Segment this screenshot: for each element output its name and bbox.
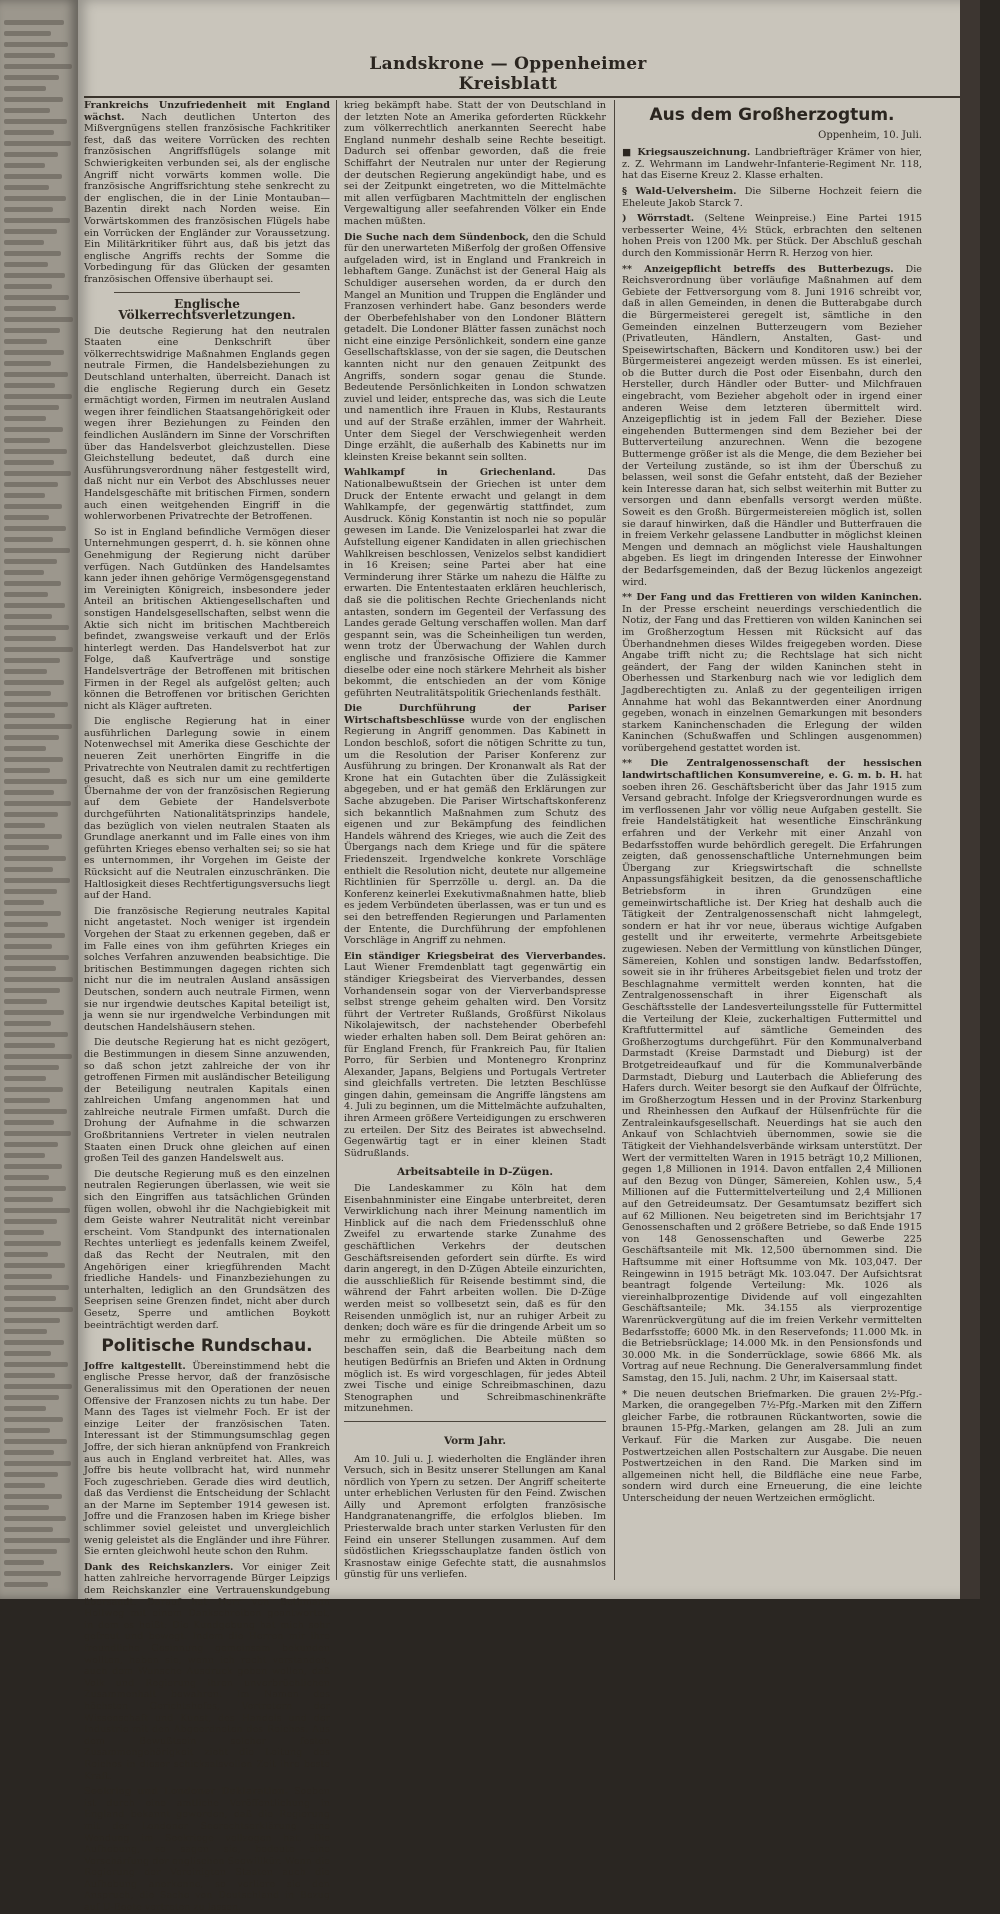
article	[622, 213, 922, 259]
prev-page-text-line	[4, 108, 50, 113]
prev-page-text-line	[4, 1527, 53, 1532]
prev-page-text-line	[4, 20, 64, 25]
column-2	[344, 100, 606, 1580]
prev-page-text-line	[4, 702, 68, 707]
prev-page-text-line	[4, 1351, 51, 1356]
prev-page-text-line	[4, 229, 57, 234]
prev-page-text-line	[4, 999, 47, 1004]
prev-page-text-line	[4, 394, 72, 399]
prev-page-text-line	[4, 284, 52, 289]
prev-page-text-line	[4, 691, 51, 696]
prev-page-text-line	[4, 636, 56, 641]
prev-page-text-line	[4, 900, 44, 905]
article-text: Laut Wiener Fremdenblatt tagt gegenwärtig ein ständiger Kriegsbeirat des Vierverbandes, dessen Vorhandensein sogar von der Vierverbandspresse selbst strenge geheim gehalten wird. Den Vorsitz führt der Vertreter Rußlands, Großfürst Nikolaus Nikolajewitsch, der nachstehender Oberbefehl wieder erhalten haben soll. Dem Beirat gehören an: für England French, für Frankreich Pau, für Italien Porro, für Serbien und Montenegro Kronprinz Alexander, Japans, Belgiens und Portugals Vertreter sind gleichfalls vertreten. Die letzten Beschlüsse gingen dahin, gemeinsam die Angriffe längstens am 4. Juli zu beginnen, um die Mittelmächte aufzuhalten, ihren Armeen größere Verteidigungen zu erschweren zu erteilen. Der Sitz des Beirates ist abwechselnd. Gegenwärtig tagt er in einer kleinen Stadt Südrußlands.	[344, 962, 607, 1159]
previous-page-edge	[0, 0, 78, 1599]
prev-page-text-line	[4, 757, 63, 762]
prev-page-text-line	[4, 1439, 67, 1444]
article-keyword: ** Die Zentralgenossenschaft der hessischen landwirtschaftlichen Konsumvereine, e. G. m. b. H.	[622, 758, 922, 782]
prev-page-text-line	[4, 1175, 49, 1180]
prev-page-text-line	[4, 515, 49, 520]
prev-page-text-line	[4, 427, 63, 432]
prev-page-text-line	[4, 669, 47, 674]
separator	[114, 292, 300, 293]
prev-page-text-line	[4, 152, 58, 157]
article-keyword: ■ Kriegsauszeichnung.	[622, 147, 751, 159]
prev-page-text-line	[4, 493, 45, 498]
prev-page-text-line	[4, 1197, 53, 1202]
paragraph: Die französische Regierung neutrales Kapital nicht angetastet. Noch weniger ist irgendein Vorgehen der Staat zu erkennen gegeben, daß er im Falle eines von ihm geführten Krieges ein solches Verfahren anzuwenden beabsichtige. Die britischen Bestimmungen dagegen richten sich nicht nur die im neutralen Ausland ansässigen Deutschen, sondern auch neutrale Firmen, wenn sie nur irgendwie deutsches Kapital beteiligt ist, ja wenn sie nur irgendwelche Verbindungen mit deutschen Handelshäusern stehen.	[84, 905, 330, 1033]
prev-page-text-line	[4, 196, 66, 201]
prev-page-text-line	[4, 1252, 48, 1257]
prev-page-text-line	[4, 977, 73, 982]
prev-page-text-line	[4, 1384, 72, 1389]
article-keyword: Joffre kaltgestellt.	[84, 1360, 186, 1372]
prev-page-text-line	[4, 1417, 63, 1422]
article-keyword: ** Der Fang und das Frettieren von wilden Kaninchen.	[622, 592, 922, 604]
article	[84, 1361, 330, 1558]
masthead: Landskrone — Oppenheimer Kreisblatt	[369, 54, 647, 94]
article-text: Das Nationalbewußtsein der Griechen ist unter dem Druck der Entente erwacht und gelangt in dem Wahlkampfe, der gegenwärtig stattfindet, zum Ausdruck. König Konstantin ist noch nie so populär gewesen im Lande. Die Venizelosparlei hat zwar die Aufstellung eigener Kandidaten in allen griechischen Wahlkreisen beschlossen, Venizelos selbst kandidiert in 16 Kreisen; seine Partei aber hat eine Verminderung ihrer Stärke um nahezu die Hälfte zu erwarten. Die Ententestaaten erklären heuchlerisch, daß sie die politischen Rechte Griechenlands nicht antasten, sondern im Gegenteil der Verfassung des Landes gerade Geltung verschaffen wollen. Man darf gespannt sein, was die Scheinheiligen tun werden, wenn trotz der Überwachung der Wahlen durch englische und französische Offiziere die Kammer dieselbe oder eine noch stärkere Mehrheit als bisher bekommt, die entschieden an der vom Könige geführten Neutralitätspolitik Griechenlands festhält.	[344, 467, 606, 699]
prev-page-text-line	[4, 141, 71, 146]
article-text: (Seltene Weinpreise.) Eine Partei 1915 verbesserter Weine, 4½ Stück, erbrachten den seltenen hohen Preis von 1200 Mk. per Stück. Der Abschluß geschah durch den Kommissionär Herrn R. Herzog von hier.	[622, 213, 922, 259]
prev-page-text-line	[4, 1318, 60, 1323]
article-text: Nach deutlichen Unterton des Mißvergnügens stellen französische Fachkritiker fest, daß das weitere Vorrücken des rechten französischen Angriffsflügels solange mit Schwierigkeiten verbunden sei, als der englische Angriff nicht vorwärts kommen wolle. Die französische Angriffsrichtung stehe senkrecht zu der englischen, die in der Linie Montauban—Bazentin direkt nach Norden weise. Ein Vorwärtskommen des französischen Flügels habe ein Vorrücken der Engländer zur Voraussetzung. Ein Militärkritiker führt aus, daß bis jetzt das englische Angriffs rechts der Somme die Vorbedingung für das Glücken der gesamten französischen Offensive überhaupt sei.	[84, 111, 330, 285]
article	[344, 703, 606, 946]
column-rule	[614, 100, 615, 1580]
dateline: Oppenheim, 10. Juli.	[818, 129, 922, 141]
prev-page-text-line	[4, 1450, 54, 1455]
prev-page-text-line	[4, 647, 73, 652]
article-keyword: Ein ständiger Kriegsbeirat des Vierverbandes.	[344, 950, 606, 962]
article	[622, 592, 922, 754]
article	[622, 147, 922, 182]
prev-page-text-line	[4, 724, 72, 729]
newspaper-page	[78, 0, 980, 1914]
prev-page-text-line	[4, 1219, 57, 1224]
prev-page-text-line	[4, 42, 68, 47]
article-text: den die Schuld für den unerwarteten Mißerfolg der großen Offensive aufgeladen wird, ist in England und Frankreich in lebhaftem Gange. Zunächst ist der General Haig als Schuldiger ausersehen worden, da er durch den Mangel an Munition und Truppen die Engländer und Franzosen verhindert habe. Ganz besonders werde der Oberbefehlshaber von den Londoner Blättern getadelt. Die Londoner Blätter fassen zunächst noch nicht eine einzige Persönlichkeit, sondern eine ganze Gesellschaftsklasse, von der sie sagen, die Deutschen kannten nicht nur den genauen Zeitpunkt des Angriffs, sondern sogar genau die Stunde. Bedeutende Persönlichkeiten in London schwatzen zuviel und leider, entspreche das, was sich die Leute und namentlich ihre Frauen in Klubs, Restaurants und auf der Straße erzählen, immer der Wahrheit. Unter dem Siegel der Verschwiegenheit werden Dinge erzählt, die außerhalb des Kabinetts nur im kleinsten Kreise bekannt sein sollten.	[344, 231, 606, 463]
prev-page-text-line	[4, 350, 64, 355]
prev-page-text-line	[4, 592, 48, 597]
paragraph: Die deutsche Regierung hat es nicht gezögert, die Bestimmungen in diesem Sinne anzuwenden, so daß schon jetzt zahlreiche der von ihr getroffenen Firmen mit ausländischer Beteiligung der Beteiligung neutralen Kapitals einen zahlreichen Umfang angenommen hat und zahlreiche neutrale Firmen umfaßt. Durch die Drohung der Aufnahme in die schwarzen Großbritanniens Vertreter in vielen neutralen Staaten einen Druck ohne gleichen auf einen großen Teil des ganzen Handelswelt aus.	[84, 1037, 330, 1165]
vorm-jahr-box	[344, 1421, 606, 1581]
prev-page-text-line	[4, 405, 59, 410]
prev-page-text-line	[4, 1461, 71, 1466]
prev-page-text-line	[4, 119, 67, 124]
prev-page-text-line	[4, 1494, 62, 1499]
prev-page-text-line	[4, 218, 70, 223]
prev-page-text-line	[4, 306, 56, 311]
article	[84, 1786, 330, 1914]
article-text: Die Reichsverordnung über vorläufige Maßnahmen auf dem Gebiete der Fettversorgung vom 8. Juni 1916 schreibt vor, daß in allen Gemeinden, in denen die Butterabgabe durch die Bürgermeisterei geregelt ist, sämtliche in den Gemeinden einzelnen Butterzeugern vom Bezieher (Privatleuten, Händlern, Anstalten, Gast- und Speisewirtschaften, Bäckern und Konditoren usw.) bei der Bürgermeisterei angezeigt werden müssen. Es ist einerlei, ob die Butter durch die Post oder Eisenbahn, durch den Hersteller, durch Händler oder Butter- und Milchfrauen eingebracht, vom Bezieher abgeholt oder in irgend einer anderen Weise dem letzteren übermittelt wird. Anzeigepflichtig ist in jedem Fall der Bezieher. Diese eingehenden Buttermengen sind dem Bezieher bei der Butterverteilung anzurechnen. Wenn die bezogene Buttermenge größer ist als die Menge, die dem Bezieher bei der Verteilung zustände, so ist ihm der Überschuß zu belassen, weil sonst die Gefahr entsteht, daß der Bezieher kein Interesse daran hat, sich selbst weiterhin mit Butter zu versorgen und dann ebenfalls versorgt werden müßte. Soweit es den Großh. Bürgermeistereien möglich ist, sollen sie darauf hinwirken, daß die Händler und Butterfrauen die in freiem Verkehr gelassene Landbutter in möglichst kleinen Mengen und demnach an möglichst viele Haushaltungen abgeben. Es liegt im dringenden Interesse der Einwohner der Bedarfsgemeinden, daß der Bezug lückenlos angezeigt wird.	[622, 263, 922, 588]
prev-page-text-line	[4, 97, 63, 102]
article-keyword: Seekrieg und Londoner Deklaration.	[84, 1786, 289, 1798]
prev-page-text-line	[4, 460, 54, 465]
prev-page-text-line	[4, 625, 69, 630]
prev-page-text-line	[4, 273, 65, 278]
article	[622, 264, 922, 589]
paragraph: Die deutsche Regierung muß es den einzelnen neutralen Regierungen überlassen, wie weit sie sich den Eingriffen aus tatsächlichen Gründen fügen wollen, obwohl ihr die Nachgiebigkeit mit dem Geiste wahrer Neutralität nicht vereinbar erscheint. Vom Standpunkt des internationalen Rechtes unterliegt es jedenfalls keinem Zweifel, daß das Recht der Neutralen, mit den Angehörigen einer kriegführenden Macht friedliche Handels- und Finanzbeziehungen zu unterhalten, lediglich an den Grundsätzen des Seeprisen seine Grenzen findet, nicht aber durch Gesetz, Sperre und amtlichen Boykott beeinträchtigt werden darf.	[84, 1168, 330, 1331]
article	[344, 232, 606, 464]
prev-page-text-line	[4, 922, 48, 927]
prev-page-text-line	[4, 64, 72, 69]
article-text: Vor einiger Zeit hatten zahlreiche hervorragende Bürger Leipzigs dem Reichskanzler eine Vertrauenskundgebung übersandt. Darauf hat Herr von Bethmann Hollweg mit einem Dankschreiben geantwortet, in dem es heißt: Die Kundgebung hat mich sehr gefreut und bewegt. Indem die Herren mir ihre freundliche Gesinnung gemeinsam bekunden wollten, haben sie, wenn ich recht verstanden, auch dem Wunsche Ausdruck geben wollen, daß Volk und Regierung ihren unverbrüchlichen Zusammenhalt bewahren. Im Namen des höchsten Gerichtshofes, Vertretern der Wissenschaft und Kunst, des Handels und der Industrie mit den Abgeordneten des Reiches. Aus dem Bewußtsein solcher festen Zusammengehörigkeit zieht die Leitung des Reiches in dieser schicksalsvollen Zeit ihre beste Kraft.	[84, 1561, 330, 1782]
prev-page-text-line	[4, 1065, 59, 1070]
prev-page-text-line	[4, 1505, 49, 1510]
article-text: In der Presse erscheint neuerdings verschiedentlich die Notiz, der Fang und das Frettieren von wilden Kaninchen sei im Großherzogtum Hessen mit Rücksicht auf das Überhandnehmen dieses Wildes freigegeben worden. Diese Angabe trifft nicht zu; die Rechtslage hat sich nicht geändert, der Fang der wilden Kaninchen steht in Oberhessen und Starkenburg nach wie vor lediglich dem Jagdberechtigten zu. Anlaß zu der gegenteiligen irrigen Annahme hat wohl das Bekanntwerden einer Anordnung gegeben, wonach in einzelnen Gemarkungen mit besonders starkem Kaninchenschaden die Erlegung der wilden Kaninchen (Schußwaffen und Schlingen ausgenommen) vorübergehend gestattet worden ist.	[622, 603, 922, 754]
article-frankreich	[84, 100, 330, 286]
prev-page-text-line	[4, 174, 62, 179]
prev-page-text-line	[4, 471, 71, 476]
prev-page-text-line	[4, 1373, 55, 1378]
prev-page-text-line	[4, 944, 52, 949]
prev-page-text-line	[4, 548, 70, 553]
prev-page-text-line	[4, 614, 52, 619]
prev-page-text-line	[4, 1274, 52, 1279]
prev-page-text-line	[4, 812, 58, 817]
article	[344, 951, 606, 1160]
prev-page-text-line	[4, 1362, 68, 1367]
prev-page-text-line	[4, 834, 62, 839]
masthead-rule	[84, 96, 968, 98]
prev-page-text-line	[4, 1406, 46, 1411]
prev-page-text-line	[4, 779, 67, 784]
prev-page-text-line	[4, 1076, 46, 1081]
prev-page-text-line	[4, 1010, 64, 1015]
prev-page-text-line	[4, 867, 53, 872]
prev-page-text-line	[4, 1549, 57, 1554]
prev-page-text-line	[4, 955, 69, 960]
section-heading-politische: Politische Rundschau.	[101, 1336, 313, 1357]
article-text: Landbriefträger Krämer von hier, z. Z. Wehrmann im Landwehr-Infanterie-Regiment Nr. 118, hat das Eiserne Kreuz 2. Klasse erhalten.	[622, 147, 922, 182]
prev-page-text-line	[4, 504, 62, 509]
prev-page-text-line	[4, 889, 57, 894]
prev-page-text-line	[4, 372, 68, 377]
prev-page-text-line	[4, 1483, 45, 1488]
prev-page-text-line	[4, 1142, 58, 1147]
article-keyword: ) Wörrstadt.	[622, 213, 695, 225]
prev-page-text-line	[4, 878, 70, 883]
prev-page-text-line	[4, 1032, 68, 1037]
prev-page-text-line	[4, 86, 46, 91]
article	[622, 186, 922, 209]
prev-page-text-line	[4, 1186, 66, 1191]
prev-page-text-line	[4, 1428, 50, 1433]
prev-page-text-line	[4, 262, 48, 267]
article-keyword: § Wald-Uelversheim.	[622, 185, 737, 197]
column-3	[622, 100, 922, 1580]
article	[622, 758, 922, 1384]
prev-page-text-line	[4, 1241, 61, 1246]
article-keyword: Dank des Reichskanzlers.	[84, 1561, 234, 1573]
prev-page-text-line	[4, 1560, 44, 1565]
prev-page-text-line	[4, 1208, 70, 1213]
paragraph: Die deutsche Regierung hat den neutralen Staaten eine Denkschrift über völkerrechtswidrige Maßnahmen Englands gegen neutrale Firmen, die Handelsbeziehungen zu Deutschland unterhalten, überreicht. Danach ist die englische Regierung durch ein Gesetz ermächtigt worden, Firmen im neutralen Ausland wegen ihrer feindlichen Staatsangehörigkeit oder wegen ihrer Beziehungen zu Feinden den feindlichen Ausländern im Sinne der Vorschriften über das Handelsverbot gleichzustellen. Diese Gleichstellung bedeutet, daß durch eine Ausführungsverordnung näher festgestellt wird, daß nicht nur ein Verbot des Abschlusses neuer Handelsgeschäfte mit britischen Firmen, sondern auch einen weitgehenden Eingriff in die wohlerworbenen Privatrechte der Betroffenen.	[84, 325, 330, 523]
article	[344, 467, 606, 699]
prev-page-text-line	[4, 1329, 47, 1334]
article	[622, 1389, 922, 1505]
article-text: hat soeben ihren 26. Geschäftsbericht über das Jahr 1915 zum Versand gebracht. Infolge der Kriegsverordnungen wurde es im verflossenen Jahr vor völlig neue Aufgaben gestellt. Sie freie Handelstätigkeit hat wesentliche Einschränkung erfahren und der Verkehr mit einer Anzahl von Bedarfsstoffen wurde behördlich geregelt. Die Erfahrungen zeigten, daß genossenschaftliche Unternehmungen beim Übergang zur Kriegswirtschaft die schnellste Anpassungsfähigkeit besitzen, da die genossenschaftliche Betriebsform in ihren Grundzügen eine gemeinwirtschaftliche ist. Der Krieg hat deshalb auch die Tätigkeit der Zentralgenossenschaft nicht lahmgelegt, sondern er hat ihr vor neue, überaus wichtige Aufgaben gestellt und ihr erweiterte, vermehrte Arbeitsgebiete zugewiesen. Neben der Vermittlung von künstlichen Dünger, Sämereien, Kohlen und sonstigen landw. Bedarfsstoffen, soweit sie in ihr früheres Arbeitsgebiet fielen und trotz der Beschlagnahme vermittelt werden konnten, hat die Zentralgenossenschaft in ihrer Eigenschaft als Geschäftsstelle der Landesverteilungsstelle für Futtermittel die Verteilung der Kleie, zuckerhaltigen Futtermittel und Kraftfuttermittel auf sämtliche Gemeinden des Großherzogtums durchgeführt. Für den Kommunalverband Darmstadt (Kreise Darmstadt und Dieburg) ist der Brotgetreideaufkauf und für die Kommunalverbände Darmstadt, Dieburg und Lauterbach die Ablieferung des Hafers durch. Weiter besorgt sie den Aufkauf der Ölfrüchte, im Großherzogtum Hessen und in der Provinz Starkenburg und Rheinhessen den Aufkauf der Hülsenfrüchte für die Zentraleinkaufsgesellschaft. Neuerdings hat sie auch den Ankauf von Schlachtvieh übernommen, sowie sie die Tätigkeit der Viehhandelsverbände wirksam unterstützt. Der Wert der vermittelten Waren in 1915 beträgt 10,2 Millionen, gegen 1,8 Millionen in 1914. Davon entfallen 2,4 Millionen auf den Bezug von Dünger, Sämereien, Kohlen usw., 5,4 Millionen auf die Futtermittelverteilung und 2,4 Millionen auf den Getreideumsatz. Der Gesamtumsatz beziffert sich auf 62 Millionen. Neu beigetreten sind im Berichtsjahr 17 Genossenschaften und 2 größere Betriebe, so daß Ende 1915 von 148 Genossenschaften und Gewerbe 225 Geschäftsanteile mit Mk. 12,500 übernommen sind. Die Haftsumme mit einer Hoftsumme von Mk. 103,047. Der Reingewinn in 1915 beträgt Mk. 103.047. Der Aufsichtsrat beantragt folgende Verteilung: Mk. 1026 als viereinhalbprozentige Dividende auf voll eingezahlten Geschäftsanteile; Mk. 34.155 als vierprozentige Warenrückvergütung auf die im freien Verkehr vermittelten Bedarfsstoffe; 6000 Mk. in den Reservefonds; 11.000 Mk. in die Betriebsrücklage; 14.000 Mk. in den Pensionsfonds und 30.000 Mk. in die Sonderrücklage, sowie 6866 Mk. als Vortrag auf neue Rechnung. Die Generalversammlung findet Samstag, den 15. Juli, nachm. 2 Uhr, im Kaisersaal statt.	[622, 770, 922, 1384]
article-keyword: Die Suche nach dem Sündenbock,	[344, 231, 529, 243]
article-text: Übereinstimmend hebt die englische Presse hervor, daß der französische Generalissimus mit den Operationen der neuen Offensive der Franzosen nichts zu tun habe. Der Mann des Tages ist vielmehr Foch. Er ist der einzige Leiter der französischen Taten. Interessant ist der Stimmungsumschlag gegen Joffre, der sich hieran anknüpfend von Frankreich aus auch in England verbreitet hat. Alles, was Joffre bis heute vollbracht hat, wird nunmehr Foch zugeschrieben. Gerade dies wird deutlich, daß das Verdienst die Entscheidung der Schlacht an der Marne im September 1914 gewesen ist. Joffre und die Franzosen haben im Kriege bisher schlimmer soviel geleistet und unvergleichlich wenig geleistet als die Engländer und ihre Führer. Sie ernten gleichwohl heute schon den Ruhm.	[84, 1360, 331, 1558]
article-text: Die Silberne Hochzeit feiern die Eheleute Jakob Starck 7.	[622, 185, 922, 209]
prev-page-text-line	[4, 966, 56, 971]
prev-page-text-line	[4, 1087, 63, 1092]
prev-page-text-line	[4, 207, 53, 212]
prev-page-text-line	[4, 1109, 67, 1114]
prev-page-text-line	[4, 856, 66, 861]
prev-page-text-line	[4, 53, 55, 58]
article-text: Die neuen deutschen Briefmarken. Die grauen 2½-Pfg.-Marken, die orangegelben 7½-Pfg.-Marken mit den Ziffern gleicher Farbe, die rotbraunen Rückantworten, sowie die braunen 15-Pfg.-Marken, gelangen am 28. Juli an zum Verkauf. Für die Marken zur Ausgabe. Die neuen Postwertzeichen allen Postschaltern zur Ausgabe. Die neuen Postwertzeichen in den Rand. Die Marken sind im allgemeinen nicht hell, die Bildfläche eine neue Farbe, sondern wird durch eine Erneuerung, die eine leichte Unterscheidung der neuen Wertzeichen ermöglicht.	[622, 1388, 922, 1504]
prev-page-text-line	[4, 251, 61, 256]
prev-page-text-line	[4, 1054, 72, 1059]
prev-page-text-line	[4, 1120, 54, 1125]
prev-page-text-line	[4, 1538, 70, 1543]
prev-page-text-line	[4, 1395, 59, 1400]
prev-page-text-line	[4, 1571, 61, 1576]
prev-page-text-line	[4, 735, 59, 740]
column-rule	[336, 100, 337, 1580]
prev-page-text-line	[4, 1516, 66, 1521]
prev-page-text-line	[4, 383, 55, 388]
article-text: Soeben ist durch eine amtliche Veröffentlichung in England bekannt geworden, daß die Regierung mit der Londoner Seerechtserklärung eine Wendung im Seekriege vollzogen hat. Die Aufhebung, so sagen sie, bedeute eine Verschärfung der englischen Seewillkür. Wenn die Regierung der Vereinigten Staaten auch die Aufhebung anerkenne, so verliere sie den Anspruch, die Sache von Deutschland in Bezug auf U-Boote vertreten zu lassen.	[84, 1786, 330, 1914]
prev-page-text-line	[4, 339, 47, 344]
column-1	[84, 100, 331, 1914]
section-heading-grossherzogtum: Aus dem Großherzogtum.	[649, 105, 895, 125]
paragraph: krieg bekämpft habe. Statt der von Deutschland in der letzten Note an Amerika geforderten Rückkehr zum völkerrechtlich anerkannten Seerecht habe England nunmehr deshalb seine Rechte beseitigt. Dadurch sei offenbar geworden, daß die freie Schiffahrt der Neutralen nur unter der Regierung der deutschen Regierung angekündigt habe, und es sei der Zeitpunkt eingetreten, wo die Mittelmächte mit allen verfügbaren Machtmitteln der englischen Vergewaltigung aller seefahrenden Völker ein Ende machen müßten.	[344, 100, 606, 227]
prev-page-text-line	[4, 1296, 56, 1301]
prev-page-text-line	[4, 845, 49, 850]
sub-heading: Arbeitsabteile in D-Zügen.	[397, 1166, 553, 1179]
paragraph: So ist in England befindliche Vermögen dieser Unternehmungen gesperrt, d. h. sie können ohne Genehmigung der Regierung nicht darüber verfügen. Nach Gutdünken des Handelsamtes kann jeder ihnen gehörige Vermögensgegenstand im Vereinigten Königreich, insbesondere jeder Anteil an britischen Aktiengesellschaften und sonstigen Handelsgesellschaften, selbst wenn die Aktie sich nicht im britischen Machtbereich befindet, zwangsweise verkauft und der Erlös hinterlegt werden. Das Handelsverbot hat zur Folge, daß Kaufverträge und sonstige Handelsverträge der Betroffenen mit britischen Firmen in der Regel als aufgelöst gelten; auch können die Betroffenen vor britischen Gerichten nicht als Kläger auftreten.	[84, 526, 330, 712]
article-keyword: ** Anzeigepflicht betreffs des Butterbezugs.	[622, 263, 894, 275]
prev-page-text-line	[4, 559, 57, 564]
prev-page-text-line	[4, 801, 71, 806]
paragraph: Die Landeskammer zu Köln hat dem Eisenbahnminister eine Eingabe unterbreitet, deren Verwirklichung nach ihrer Meinung namentlich im Hinblick auf die nach dem Friedensschluß ohne Zweifel zu erwartende starke Zunahme des geschäftlichen Verkehrs der deutschen Geschäftsreisenden gefordert sein dürfte. Es wird darin angeregt, in den D-Zügen Abteile einzurichten, die ausschließlich für Reisende bestimmt sind, die während der Fahrt arbeiten wollen. Die D-Züge werden meist so vollbesetzt sein, daß es für den Reisenden unmöglich ist, nur an ruhiger Arbeit zu denken; doch wäre es für die dringende Arbeit um so mehr zu ermöglichen. Die Abteile müßten so beschaffen sein, daß die Bearbeitung nach dem heutigen Bedürfnis an Briefen und Akten in Ordnung möglich ist. Es wird vorgeschlagen, für jedes Abteil zwei Tische und einige Schreibmaschinen, dazu Stenographen und Schreibmaschinenkräfte mitzunehmen.	[344, 1183, 606, 1415]
prev-page-text-line	[4, 570, 44, 575]
prev-page-text-line	[4, 328, 60, 333]
vorm-jahr-heading: Vorm Jahr.	[443, 1434, 507, 1447]
prev-page-text-line	[4, 482, 58, 487]
book-spine	[960, 0, 980, 1599]
prev-page-text-line	[4, 1131, 71, 1136]
prev-page-text-line	[4, 317, 73, 322]
prev-page-text-line	[4, 361, 51, 366]
prev-page-text-line	[4, 185, 49, 190]
prev-page-text-line	[4, 1285, 69, 1290]
article-text: wurde von der englischen Regierung in Angriff genommen. Das Kabinett in London beschloß, sofort die nötigen Schritte zu tun, um die Resolution der Pariser Konferenz zur Ausführung zu bringen. Der Kronanwalt als Rat der Krone hat ein Gutachten über die Zulässigkeit abgegeben, und er hat gemäß den Erklärungen zur Sache abzugeben. Die Pariser Wirtschaftskonferenz sich bekanntlich Maßnahmen zum Schutz des eigenen und zur Bekämpfung des feindlichen Handels während des Krieges, wie auch die Zeit des Übergangs nach dem Kriege und für die spätere Friedenszeit. Irgendwelche konkrete Vorschläge enthielt die Resolution nicht, deutete nur allgemeine Richtlinien für Sperrzölle u. dergl. an. Da die Konferenz keinerlei Exekutivmaßnahmen hatte, blieb es jedem Verbündeten überlassen, was er tun und es sei den betreffenden Regierungen und Parlamenten der Entente, die Durchführung der empfohlenen Vorschläge in Angriff zu nehmen.	[344, 714, 606, 947]
paragraph: Am 10. Juli u. J. wiederholten die Engländer ihren Versuch, sich in Besitz unserer Stellungen am Kanal nördlich von Ypern zu setzen. Der Angriff scheiterte unter erheblichen Verlusten für den Feind. Zwischen Ailly und Apremont erfolgten französische Handgranatenangriffe, die erfolglos blieben. Im Priesterwalde brach unter starken Verlusten für den Feind ein unserer Stellungen zusammen. Auf dem südöstlichen Kriegsschauplatze fanden östlich von Krasnostaw einige Gefechte statt, die ausnahmslos günstig für uns verliefen.	[344, 1453, 606, 1581]
prev-page-text-line	[4, 163, 45, 168]
prev-page-text-line	[4, 1230, 44, 1235]
paragraph: Die englische Regierung hat in einer ausführlichen Darlegung sowie in einem Notenwechsel mit Amerika diese Geschichte der neueren Zeit unerhörten Eingriffe in die Privatrechte von Neutralen damit zu rechtfertigen gesucht, daß es sich nur um eine gemilderte Übernahme der von der französischen Regierung auf dem Gebiete der Handelsverbote durchgeführten Nationalitätsprinzips handele, das bezüglich von vielen neutralen Staaten als Grundlage anerkannt und im Falle eines von ihm geführten Krieges ebenso verhalten sei; so sie hat es unternommen, ihr Vorgehen im Geiste der Rücksicht auf die Neutralen einzuschränken. Die Haltlosigkeit dieses Rechtfertigungsversuchs liegt auf der Hand.	[84, 716, 330, 902]
prev-page-text-line	[4, 295, 69, 300]
prev-page-text-line	[4, 933, 65, 938]
article	[84, 1562, 330, 1782]
prev-page-text-line	[4, 746, 46, 751]
prev-page-text-line	[4, 1582, 48, 1587]
article-keyword: *	[622, 1388, 628, 1400]
prev-page-text-line	[4, 823, 45, 828]
prev-page-text-line	[4, 1043, 55, 1048]
prev-page-text-line	[4, 130, 54, 135]
prev-page-text-line	[4, 1153, 45, 1158]
article-keyword: Die Durchführung der Pariser Wirtschaftsbeschlüsse	[344, 703, 606, 726]
article-keyword: Frankreichs Unzufriedenheit mit England wächst.	[84, 100, 330, 123]
prev-page-text-line	[4, 581, 61, 586]
prev-page-text-line	[4, 1307, 73, 1312]
prev-page-text-line	[4, 1263, 65, 1268]
prev-page-text-line	[4, 1098, 50, 1103]
prev-page-text-line	[4, 768, 50, 773]
prev-page-text-line	[4, 75, 59, 80]
prev-page-text-line	[4, 713, 55, 718]
prev-page-text-line	[4, 1472, 58, 1477]
article-keyword: Wahlkampf in Griechenland.	[344, 467, 556, 479]
prev-page-text-line	[4, 537, 53, 542]
prev-page-text-line	[4, 438, 50, 443]
section-heading: Englische Völkerrechtsverletzungen.	[118, 296, 296, 323]
prev-page-text-line	[4, 1340, 64, 1345]
prev-page-text-line	[4, 1021, 51, 1026]
prev-page-text-line	[4, 526, 66, 531]
prev-page-text-line	[4, 658, 60, 663]
prev-page-text-line	[4, 603, 65, 608]
prev-page-text-line	[4, 31, 51, 36]
prev-page-text-line	[4, 911, 61, 916]
prev-page-text-line	[4, 416, 46, 421]
prev-page-text-line	[4, 988, 60, 993]
prev-page-text-line	[4, 449, 67, 454]
prev-page-text-line	[4, 1164, 62, 1169]
prev-page-text-line	[4, 240, 44, 245]
prev-page-text-line	[4, 790, 54, 795]
prev-page-text-line	[4, 680, 64, 685]
